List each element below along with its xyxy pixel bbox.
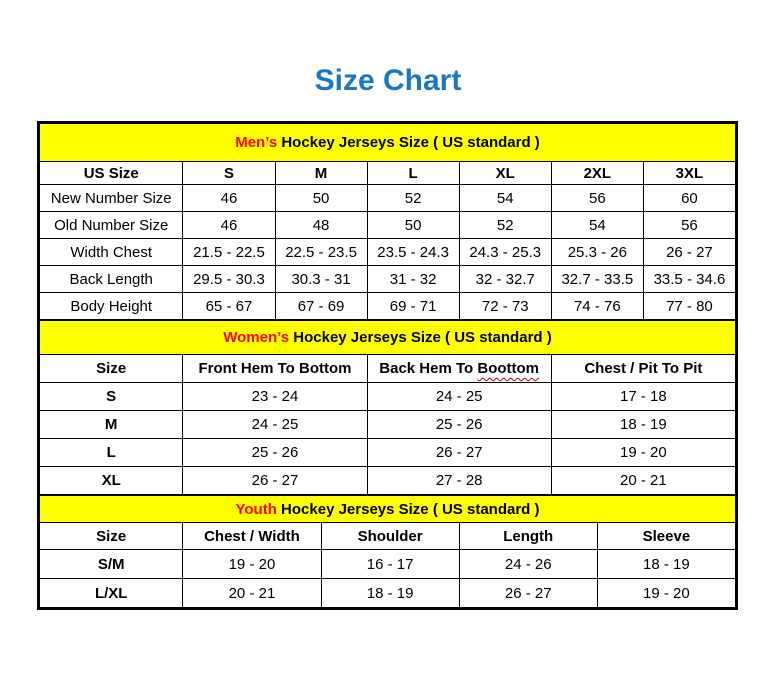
table-cell: 31 - 32 <box>367 266 459 293</box>
youth-col-header-size: Size <box>40 523 183 550</box>
mens-col-header-m: M <box>275 162 367 185</box>
table-cell: 32 - 32.7 <box>459 266 551 293</box>
table-cell: 54 <box>551 212 643 239</box>
mens-size-table <box>39 123 736 320</box>
womens-banner-row <box>40 321 736 355</box>
youth-col-header-length: Length <box>459 523 597 550</box>
youth-col-header-shoulder: Shoulder <box>321 523 459 550</box>
mens-col-header-l: L <box>367 162 459 185</box>
womens-row-xl <box>40 467 736 495</box>
table-cell: 25 - 26 <box>367 411 551 439</box>
table-cell: 19 - 20 <box>551 439 735 467</box>
table-cell: 67 - 69 <box>275 293 367 320</box>
back-hem-label-misspelled-word: Boottom <box>477 360 540 377</box>
row-label: Back Length <box>40 266 183 293</box>
mens-col-header-s: S <box>183 162 275 185</box>
table-cell: 33.5 - 34.6 <box>643 266 735 293</box>
table-cell: 23 - 24 <box>183 383 367 411</box>
youth-size-table <box>39 495 736 608</box>
mens-row-old-number-size <box>40 212 736 239</box>
womens-row-l <box>40 439 736 467</box>
womens-size-table <box>39 320 736 495</box>
table-cell: 74 - 76 <box>551 293 643 320</box>
table-cell: 52 <box>459 212 551 239</box>
mens-banner-accent: Men’s <box>235 134 278 151</box>
youth-banner-row <box>40 496 736 523</box>
youth-row-sm <box>40 550 736 579</box>
table-cell: 24 - 26 <box>459 550 597 579</box>
mens-banner-row <box>40 124 736 162</box>
table-cell: 29.5 - 30.3 <box>183 266 275 293</box>
womens-col-header-size: Size <box>40 355 183 383</box>
table-cell: 24 - 25 <box>367 383 551 411</box>
table-cell: 25.3 - 26 <box>551 239 643 266</box>
row-label: XL <box>40 467 183 495</box>
table-cell: 26 - 27 <box>643 239 735 266</box>
row-label: L/XL <box>40 579 183 608</box>
mens-col-header-2xl: 2XL <box>551 162 643 185</box>
table-cell: 16 - 17 <box>321 550 459 579</box>
table-cell: 56 <box>643 212 735 239</box>
youth-banner-accent: Youth <box>235 500 277 518</box>
table-cell: 56 <box>551 185 643 212</box>
womens-row-m <box>40 411 736 439</box>
womens-banner-accent: Women’s <box>223 329 290 346</box>
womens-col-header-front-hem: Front Hem To Bottom <box>183 355 367 383</box>
row-label: Width Chest <box>40 239 183 266</box>
table-cell: 26 - 27 <box>367 439 551 467</box>
table-cell: 18 - 19 <box>321 579 459 608</box>
row-label: S <box>40 383 183 411</box>
table-cell: 54 <box>459 185 551 212</box>
mens-col-header-us-size: US Size <box>40 162 183 185</box>
table-cell: 25 - 26 <box>183 439 367 467</box>
table-cell: 32.7 - 33.5 <box>551 266 643 293</box>
table-cell: 77 - 80 <box>643 293 735 320</box>
table-cell: 19 - 20 <box>183 550 321 579</box>
table-cell: 22.5 - 23.5 <box>275 239 367 266</box>
table-cell: 26 - 27 <box>459 579 597 608</box>
row-label: Body Height <box>40 293 183 320</box>
youth-col-header-chest-width: Chest / Width <box>183 523 321 550</box>
table-cell: 46 <box>183 212 275 239</box>
table-cell: 52 <box>367 185 459 212</box>
page-title: Size Chart <box>314 64 462 97</box>
youth-row-lxl <box>40 579 736 608</box>
table-cell: 20 - 21 <box>551 467 735 495</box>
row-label: New Number Size <box>40 185 183 212</box>
womens-header-row <box>40 355 736 383</box>
table-cell: 23.5 - 24.3 <box>367 239 459 266</box>
table-cell: 30.3 - 31 <box>275 266 367 293</box>
table-cell: 21.5 - 22.5 <box>183 239 275 266</box>
row-label: L <box>40 439 183 467</box>
table-cell: 50 <box>275 185 367 212</box>
youth-banner-text: Hockey Jerseys Size ( US standard ) <box>276 500 540 518</box>
row-label: S/M <box>40 550 183 579</box>
womens-col-header-back-hem <box>367 355 551 383</box>
mens-banner-text: Hockey Jerseys Size ( US standard ) <box>277 134 540 151</box>
row-label: M <box>40 411 183 439</box>
mens-table-banner <box>40 124 736 162</box>
mens-row-new-number-size <box>40 185 736 212</box>
table-cell: 72 - 73 <box>459 293 551 320</box>
table-cell: 26 - 27 <box>183 467 367 495</box>
table-cell: 24.3 - 25.3 <box>459 239 551 266</box>
row-label: Old Number Size <box>40 212 183 239</box>
size-chart-tables <box>37 121 738 610</box>
mens-row-body-height <box>40 293 736 320</box>
womens-row-s <box>40 383 736 411</box>
table-cell: 17 - 18 <box>551 383 735 411</box>
table-cell: 50 <box>367 212 459 239</box>
table-cell: 65 - 67 <box>183 293 275 320</box>
table-cell: 27 - 28 <box>367 467 551 495</box>
youth-col-header-sleeve: Sleeve <box>597 523 735 550</box>
youth-header-row <box>40 523 736 550</box>
womens-col-header-chest: Chest / Pit To Pit <box>551 355 735 383</box>
womens-table-banner <box>40 321 736 355</box>
womens-banner-text: Hockey Jerseys Size ( US standard ) <box>289 329 552 346</box>
mens-col-header-xl: XL <box>459 162 551 185</box>
table-cell: 69 - 71 <box>367 293 459 320</box>
table-cell: 19 - 20 <box>597 579 735 608</box>
mens-row-width-chest <box>40 239 736 266</box>
youth-table-banner <box>40 496 736 523</box>
mens-header-row <box>40 162 736 185</box>
table-cell: 18 - 19 <box>597 550 735 579</box>
table-cell: 60 <box>643 185 735 212</box>
mens-col-header-3xl: 3XL <box>643 162 735 185</box>
table-cell: 18 - 19 <box>551 411 735 439</box>
table-cell: 48 <box>275 212 367 239</box>
back-hem-label-prefix: Back Hem To <box>379 360 478 377</box>
table-cell: 46 <box>183 185 275 212</box>
table-cell: 20 - 21 <box>183 579 321 608</box>
table-cell: 24 - 25 <box>183 411 367 439</box>
mens-row-back-length <box>40 266 736 293</box>
